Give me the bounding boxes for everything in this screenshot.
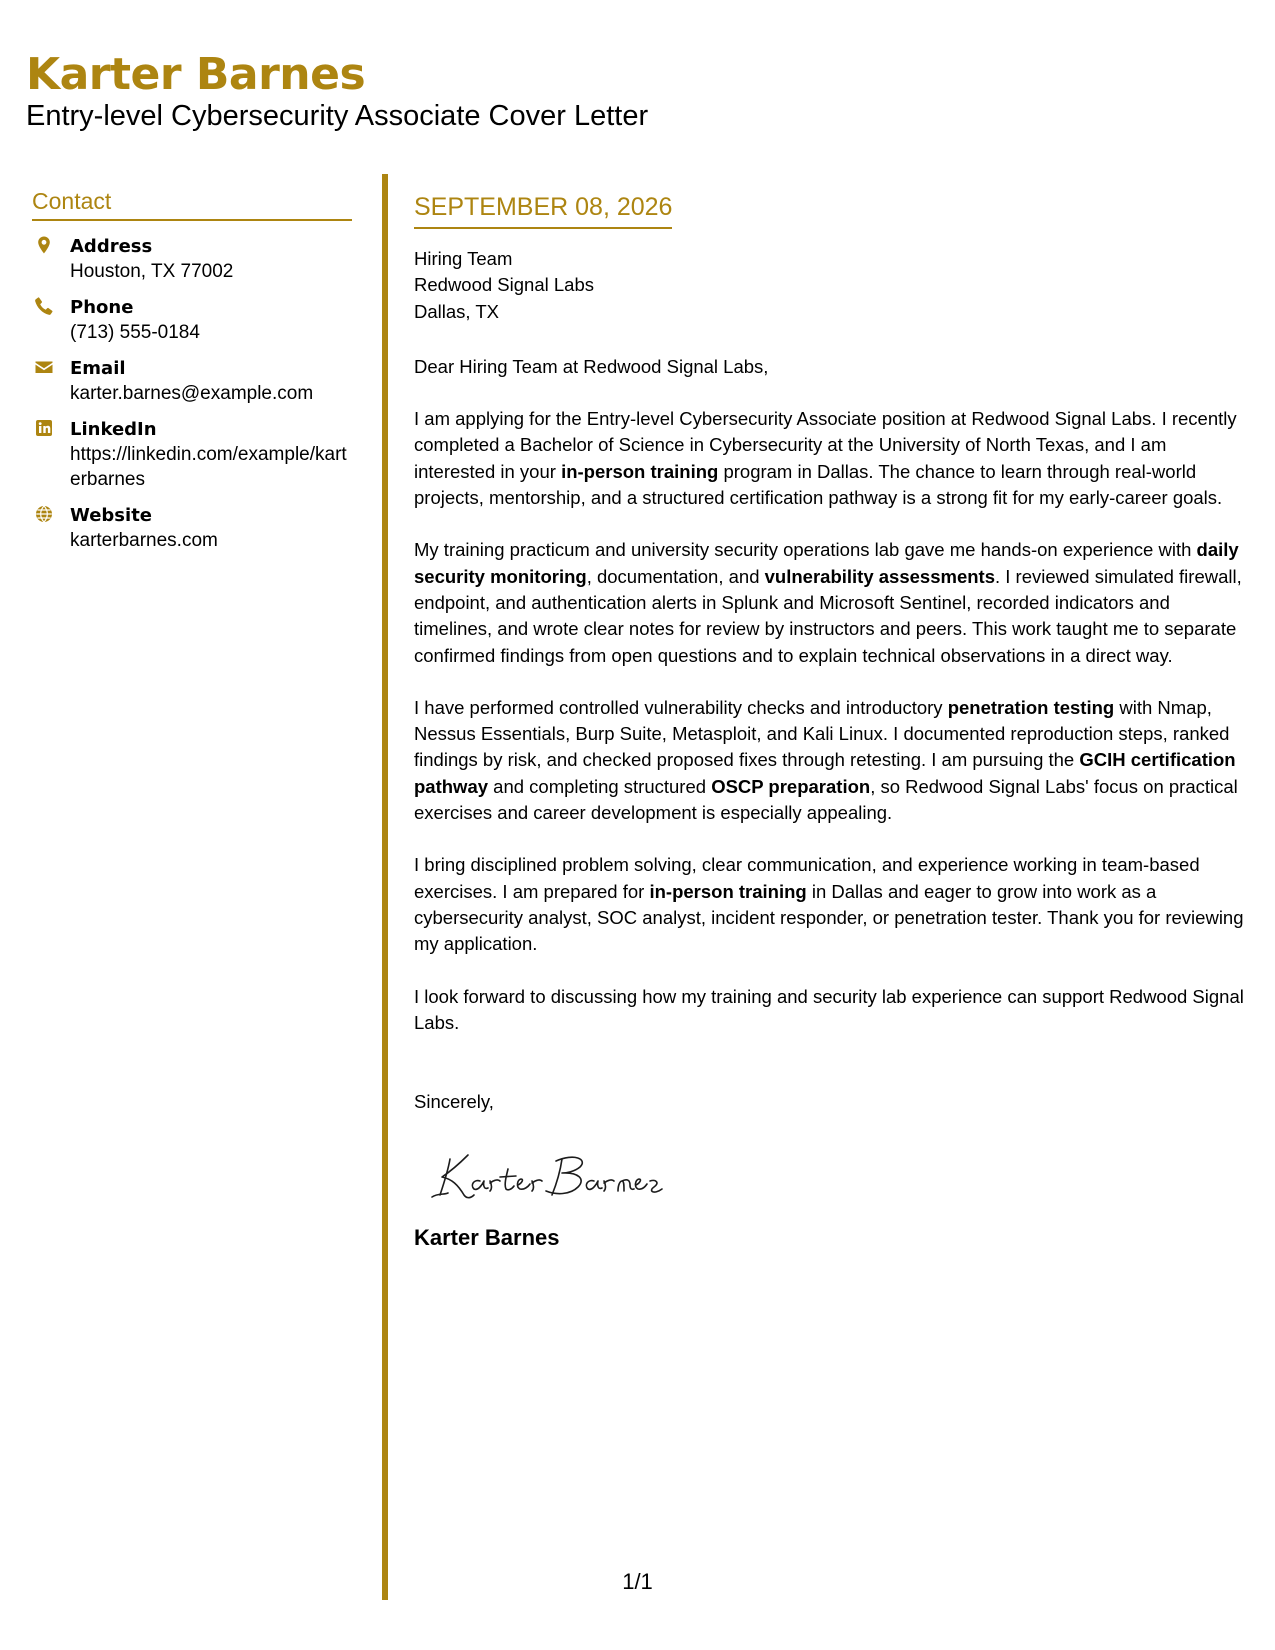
linkedin-value[interactable]: https://linkedin.com/example/karterbarnes: [70, 444, 347, 490]
letter-date: SEPTEMBER 08, 2026: [414, 190, 672, 229]
linkedin-icon: [34, 418, 54, 438]
letter-paragraph: [414, 537, 1252, 668]
contact-item-linkedin: [32, 417, 352, 492]
contact-label: Email: [70, 358, 126, 379]
paragraph-text: , so Redwood Signal Labs' focus on practical exercises and career development is especially appealing.: [414, 775, 1238, 824]
emphasized-text: GCIH certification pathway: [414, 749, 1236, 797]
salutation: Dear Hiring Team at Redwood Signal Labs,: [414, 355, 769, 377]
paragraph-text: I look forward to discussing how my training and security lab experience can support Redwood Signal Labs.: [414, 985, 1244, 1033]
letter-paragraph: [414, 984, 1252, 1037]
map-pin-icon: [34, 235, 54, 255]
paragraph-text: and completing structured: [488, 775, 712, 797]
envelope-icon: [34, 357, 54, 377]
contact-label: Phone: [70, 297, 134, 318]
contact-label: Address: [70, 236, 153, 257]
recipient-line: Redwood Signal Labs: [414, 274, 594, 296]
paragraph-text: , documentation, and: [586, 565, 765, 587]
paragraph-text: I am applying for the Entry-level Cybersecurity Associate position at Redwood Signal Labs. I recently completed a Bachelor of Science in Cybersecurity at the University of North Texas, and I am interested in your: [414, 408, 1237, 482]
recipient-line: Dallas, TX: [414, 300, 499, 322]
document-subtitle: Entry-level Cybersecurity Associate Cover Letter: [26, 100, 649, 132]
phone-value: (713) 555-0184: [70, 322, 200, 343]
contact-label: LinkedIn: [70, 419, 157, 440]
globe-icon: [34, 504, 54, 524]
contact-sidebar: [32, 186, 352, 564]
emphasized-text: daily security monitoring: [414, 539, 1239, 587]
emphasized-text: penetration testing: [947, 696, 1115, 718]
paragraph-text: I bring disciplined problem solving, clear communication, and experience working in team-based exercises. I am prepared for: [414, 854, 1200, 902]
paragraph-text: with Nmap, Nessus Essentials, Burp Suite, Metasploit, and Kali Linux. I documented reproduction steps, ranked findings by risk, and checked proposed fixes through retesting. I am pursuing the: [414, 696, 1230, 771]
contact-label: Website: [70, 505, 153, 526]
signature-image: [428, 1145, 668, 1209]
contact-item-phone: [32, 295, 352, 345]
emphasized-text: vulnerability assessments: [764, 565, 995, 587]
emphasized-text: in-person training: [649, 880, 807, 902]
letter-paragraph: [414, 406, 1252, 511]
paragraph-text: in Dallas and eager to grow into work as a cybersecurity analyst, SOC analyst, incident responder, or penetration tester. Thank you for reviewing my application.: [414, 880, 1244, 955]
paragraph-text: I have performed controlled vulnerability checks and introductory: [414, 696, 948, 718]
letter-paragraphs: [414, 406, 1252, 1036]
contact-item-website: [32, 503, 352, 553]
address-value: Houston, TX 77002: [70, 261, 234, 282]
signed-name: Karter Barnes: [414, 1225, 560, 1251]
contact-heading: Contact: [32, 186, 352, 221]
website-value[interactable]: karterbarnes.com: [70, 530, 218, 551]
closing: Sincerely,: [414, 1091, 494, 1113]
page-number: 1/1: [622, 1569, 653, 1594]
emphasized-text: OSCP preparation: [711, 775, 871, 797]
paragraph-text: program in Dallas. The chance to learn through real-world projects, mentorship, and a structured certification pathway is a strong fit for my early-career goals.: [414, 460, 1223, 509]
paragraph-text: . I reviewed simulated firewall, endpoint, and authentication alerts in Splunk and Microsoft Sentinel, recorded indicators and timelines, and wrote clear notes for review by instructors and peers. This work taught me to separate confirmed findings from open questions and to explain technical observations in a direct way.: [414, 565, 1242, 666]
signature: [428, 1145, 1252, 1209]
applicant-name: Karter Barnes: [26, 49, 366, 100]
phone-icon: [34, 296, 54, 316]
vertical-divider: [382, 174, 388, 1600]
contact-item-address: [32, 234, 352, 284]
paragraph-text: My training practicum and university security operations lab gave me hands-on experience with: [414, 539, 1197, 561]
contact-item-email: [32, 356, 352, 406]
letter-paragraph: [414, 852, 1252, 957]
letter-body: [414, 190, 1252, 1253]
emphasized-text: in-person training: [561, 460, 719, 482]
email-value: karter.barnes@example.com: [70, 383, 314, 404]
recipient-block: [414, 246, 1252, 325]
recipient-line: Hiring Team: [414, 248, 513, 269]
letter-paragraph: [414, 695, 1252, 826]
